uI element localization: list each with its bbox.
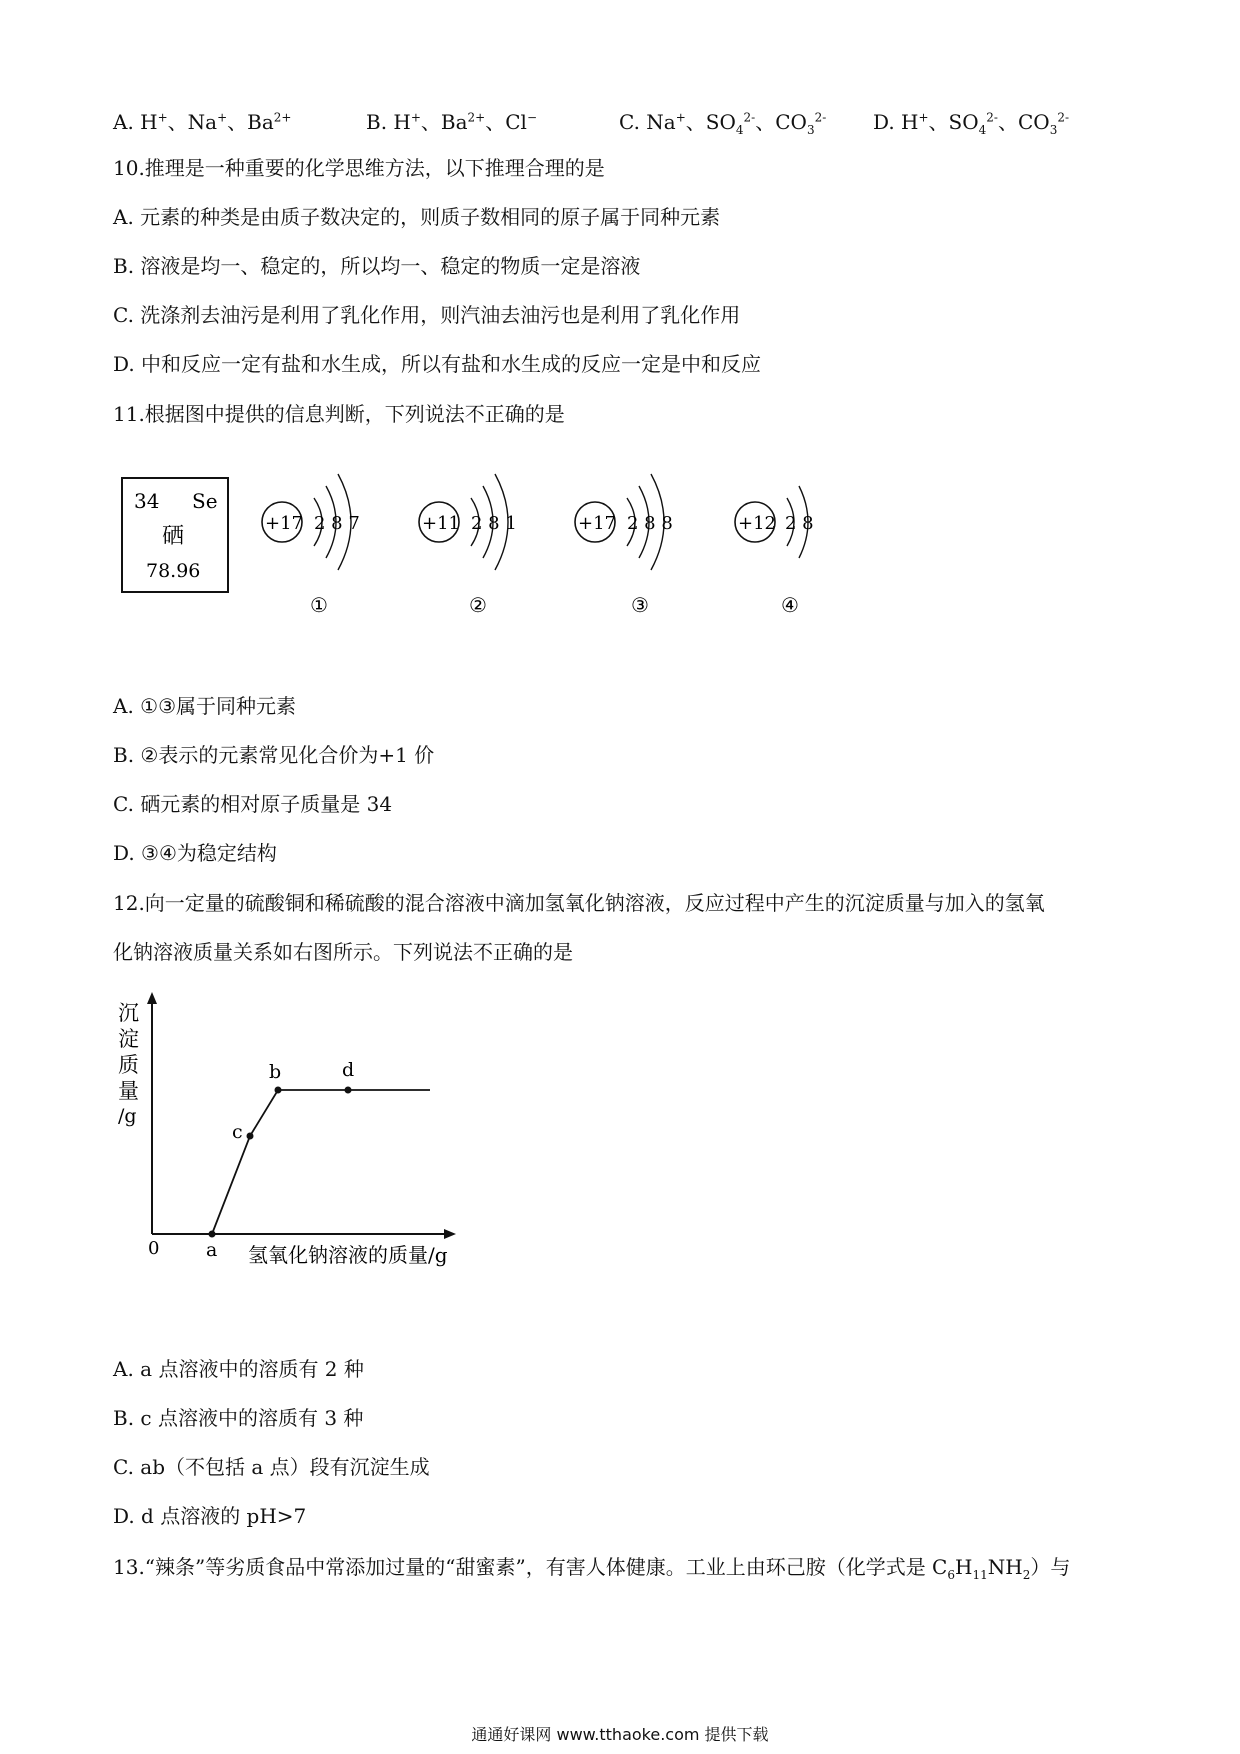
q9-option-c: C. Na+、$SO_4^{2-}$、$CO_3^{2-}$: [619, 110, 827, 137]
q9-options-row: [113, 106, 1113, 136]
nucleus-label: +17: [265, 513, 303, 534]
element-atomic-mass: 78.96: [146, 560, 201, 582]
atom-diagram-3: [575, 474, 673, 617]
atom-label: ①: [310, 593, 328, 617]
q10-option-b: B. 溶液是均一、稳定的，所以均一、稳定的物质一定是溶液: [113, 254, 641, 278]
q13-stem: 13.“辣条”等劣质食品中常添加过量的“甜蜜素”，有害人体健康。工业上由环己胺（化学式是 $C_6H_{11}NH_2$）与: [113, 1555, 1071, 1582]
nucleus-label: +11: [422, 513, 460, 534]
q12-option-d: D. d 点溶液的 pH>7: [113, 1504, 307, 1528]
q9-option-b: B. H+、$Ba^{2+}$、Cl−: [366, 110, 538, 134]
y-axis-label-char: 沉: [118, 1001, 139, 1025]
electron-shells: 2 8 1: [471, 513, 517, 534]
y-axis-label-char: 质: [118, 1053, 139, 1077]
q12-stem-line-1: 12.向一定量的硫酸铜和稀硫酸的混合溶液中滴加氢氧化钠溶液，反应过程中产生的沉淀质量与加入的氢氧: [113, 891, 1045, 915]
y-axis-label-char: 量: [118, 1079, 139, 1103]
y-axis-label-char: 淀: [118, 1027, 139, 1051]
element-atomic-number: 34: [134, 489, 160, 513]
q11-option-a: A. ①③属于同种元素: [113, 694, 297, 718]
y-axis-label-char: /g: [118, 1105, 137, 1127]
atom-label: ②: [469, 593, 487, 617]
atom-diagram-2: [419, 474, 517, 617]
nucleus-label: +12: [738, 513, 776, 534]
q9-option-a: A. H+、Na+、$Ba^{2+}$: [113, 110, 292, 134]
electron-shells: 2 8 7: [314, 513, 360, 534]
origin-label: 0: [148, 1238, 160, 1259]
q11-option-c: C. 硒元素的相对原子质量是 34: [113, 792, 393, 816]
atom-structure-figure: [100, 440, 860, 630]
q10-option-a: A. 元素的种类是由质子数决定的，则质子数相同的原子属于同种元素: [113, 205, 721, 229]
precipitate-graph: [100, 990, 500, 1290]
electron-shells: 2 8: [785, 513, 814, 534]
q12-option-c: C. ab（不包括 a 点）段有沉淀生成: [113, 1455, 430, 1479]
point-c-marker: [247, 1133, 254, 1140]
point-d-marker: [345, 1087, 352, 1094]
precipitate-curve: [212, 1090, 430, 1234]
point-a-label: a: [206, 1239, 218, 1261]
atom-label: ④: [781, 593, 799, 617]
q9-option-d: D. H+、$SO_4^{2-}$、$CO_3^{2-}$: [873, 110, 1070, 137]
q10-option-d: D. 中和反应一定有盐和水生成，所以有盐和水生成的反应一定是中和反应: [113, 352, 762, 376]
q10-option-c: C. 洗涤剂去油污是利用了乳化作用，则汽油去油污也是利用了乳化作用: [113, 303, 741, 327]
point-b-label: b: [269, 1061, 282, 1083]
point-d-label: d: [342, 1059, 355, 1081]
page-footer: 通通好课网 www.tthaoke.com 提供下载: [471, 1725, 769, 1744]
q12-option-b: B. c 点溶液中的溶质有 3 种: [113, 1406, 364, 1430]
nucleus-label: +17: [578, 513, 616, 534]
element-name: 硒: [162, 524, 185, 549]
q11-stem: 11.根据图中提供的信息判断，下列说法不正确的是: [113, 402, 565, 426]
point-c-label: c: [232, 1121, 243, 1143]
x-axis-label: 氢氧化钠溶液的质量/g: [248, 1243, 448, 1267]
q10-stem: 10.推理是一种重要的化学思维方法，以下推理合理的是: [113, 156, 605, 180]
atom-diagram-1: [262, 474, 360, 617]
q12-option-a: A. a 点溶液中的溶质有 2 种: [113, 1357, 364, 1381]
q11-option-d: D. ③④为稳定结构: [113, 841, 277, 865]
atom-label: ③: [631, 593, 649, 617]
electron-shells: 2 8 8: [627, 513, 673, 534]
point-b-marker: [275, 1087, 282, 1094]
point-a-marker: [209, 1231, 216, 1238]
element-symbol: Se: [192, 489, 218, 513]
atom-diagram-4: [735, 486, 814, 617]
q11-option-b: B. ②表示的元素常见化合价为+1 价: [113, 743, 435, 767]
q12-stem-line-2: 化钠溶液质量关系如右图所示。下列说法不正确的是: [113, 940, 573, 964]
